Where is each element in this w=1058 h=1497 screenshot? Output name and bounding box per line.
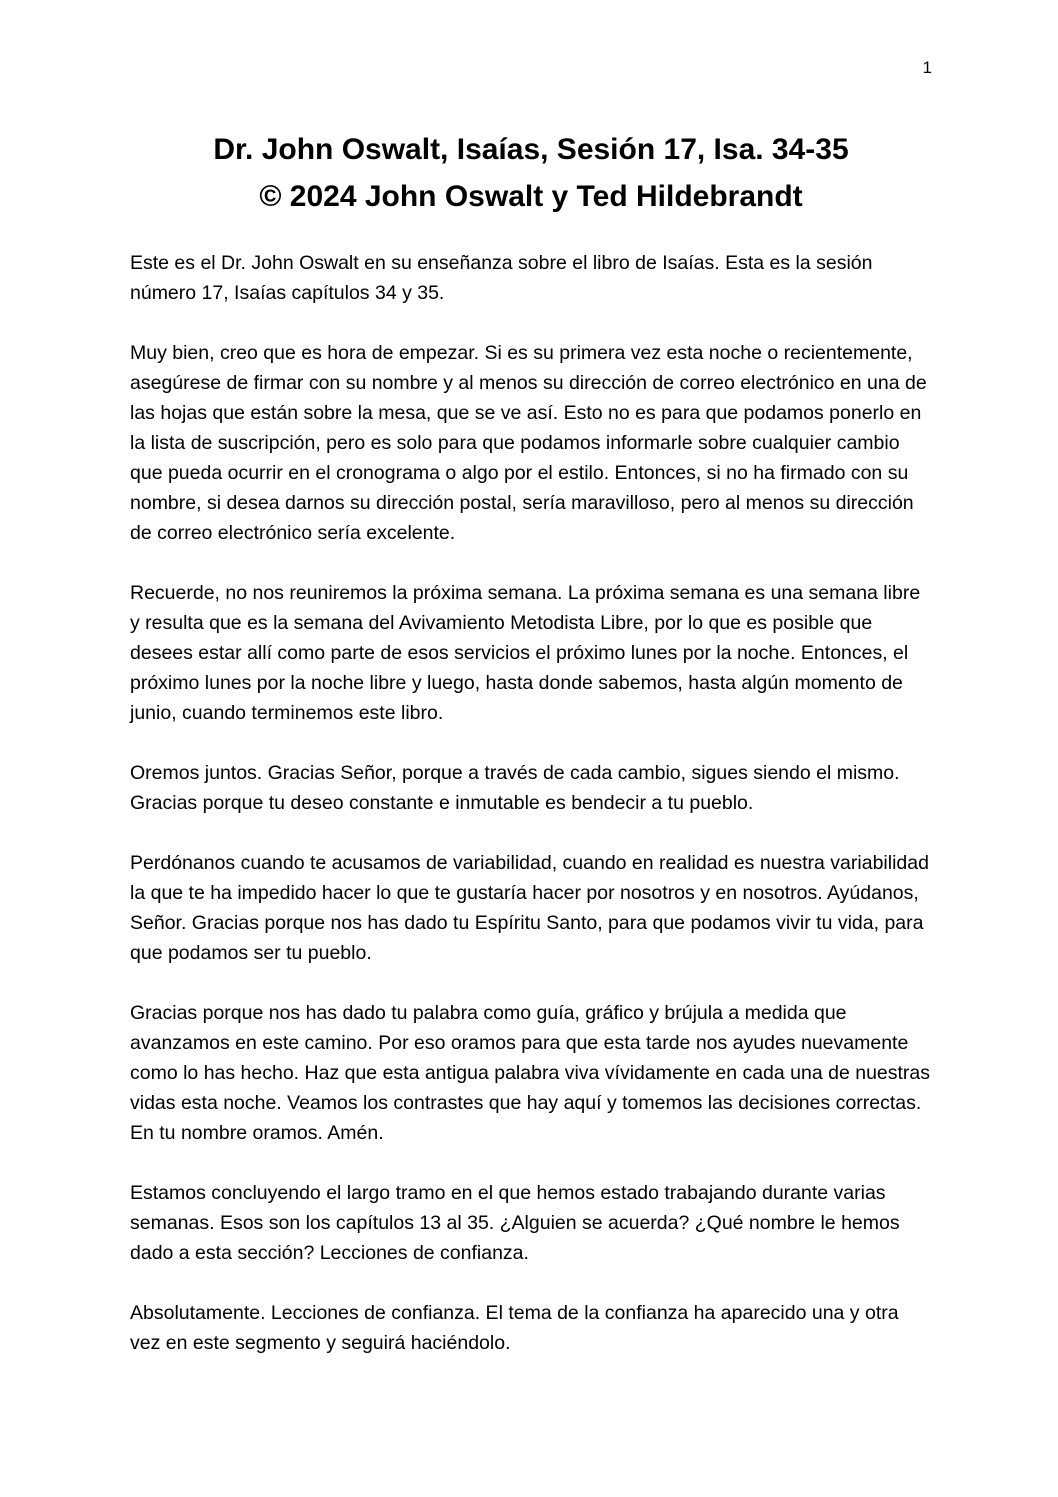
title-line-2: © 2024 John Oswalt y Ted Hildebrandt [259, 180, 803, 213]
paragraph-prayer-3: Gracias porque nos has dado tu palabra como guía, gráfico y brújula a medida que avanzamos en este camino. Por eso oramos para que esta tarde nos ayudes nuevamente como lo has hecho. Haz que esta antigua palabra viva vívidamente en cada una de nuestras vidas esta noche. Veamos los contrastes que hay aquí y tomemos las decisiones correctas. En tu nombre oramos. Amén. [130, 1002, 931, 1144]
paragraph-intro: Este es el Dr. John Oswalt en su enseñanza sobre el libro de Isaías. Esta es la sesión número 17, Isaías capítulos 34 y 35. [130, 252, 873, 304]
paragraph-signup: Muy bien, creo que es hora de empezar. Si es su primera vez esta noche o recientemente, asegúrese de firmar con su nombre y al menos su dirección de correo electrónico en una de las hojas que están sobre la mesa, que se ve así. Esto no es para que podamos ponerlo en la lista de suscripción, pero es solo para que podamos informarle sobre cualquier cambio que pueda ocurrir en el cronograma o algo por el estilo. Entonces, si no ha firmado con su nombre, si desea darnos su dirección postal, sería maravilloso, pero al menos su dirección de correo electrónico sería excelente. [130, 342, 927, 544]
paragraph-trust-theme: Absolutamente. Lecciones de confianza. El tema de la confianza ha aparecido una y otra vez en este segmento y seguirá haciéndolo. [130, 1302, 899, 1354]
paragraph-prayer-1: Oremos juntos. Gracias Señor, porque a través de cada cambio, sigues siendo el mismo. Gracias porque tu deseo constante e inmutable es bendecir a tu pueblo. [130, 762, 900, 814]
page-number: 1 [922, 58, 932, 77]
document-title [130, 126, 932, 220]
paragraph-prayer-2: Perdónanos cuando te acusamos de variabilidad, cuando en realidad es nuestra variabilidad la que te ha impedido hacer lo que te gustaría hacer por nosotros y en nosotros. Ayúdanos, Señor. Gracias porque nos has dado tu Espíritu Santo, para que podamos vivir tu vida, para que podamos ser tu pueblo. [130, 852, 929, 964]
paragraph-schedule: Recuerde, no nos reuniremos la próxima semana. La próxima semana es una semana libre y resulta que es la semana del Avivamiento Metodista Libre, por lo que es posible que desees estar allí como parte de esos servicios el próximo lunes por la noche. Entonces, el próximo lunes por la noche libre y luego, hasta donde sabemos, hasta algún momento de junio, cuando terminemos este libro. [130, 582, 921, 724]
title-line-1: Dr. John Oswalt, Isaías, Sesión 17, Isa. 34-35 [213, 133, 849, 166]
paragraph-section-recap: Estamos concluyendo el largo tramo en el que hemos estado trabajando durante varias semanas. Esos son los capítulos 13 al 35. ¿Alguien se acuerda? ¿Qué nombre le hemos dado a esta sección? Lecciones de confianza. [130, 1182, 900, 1264]
